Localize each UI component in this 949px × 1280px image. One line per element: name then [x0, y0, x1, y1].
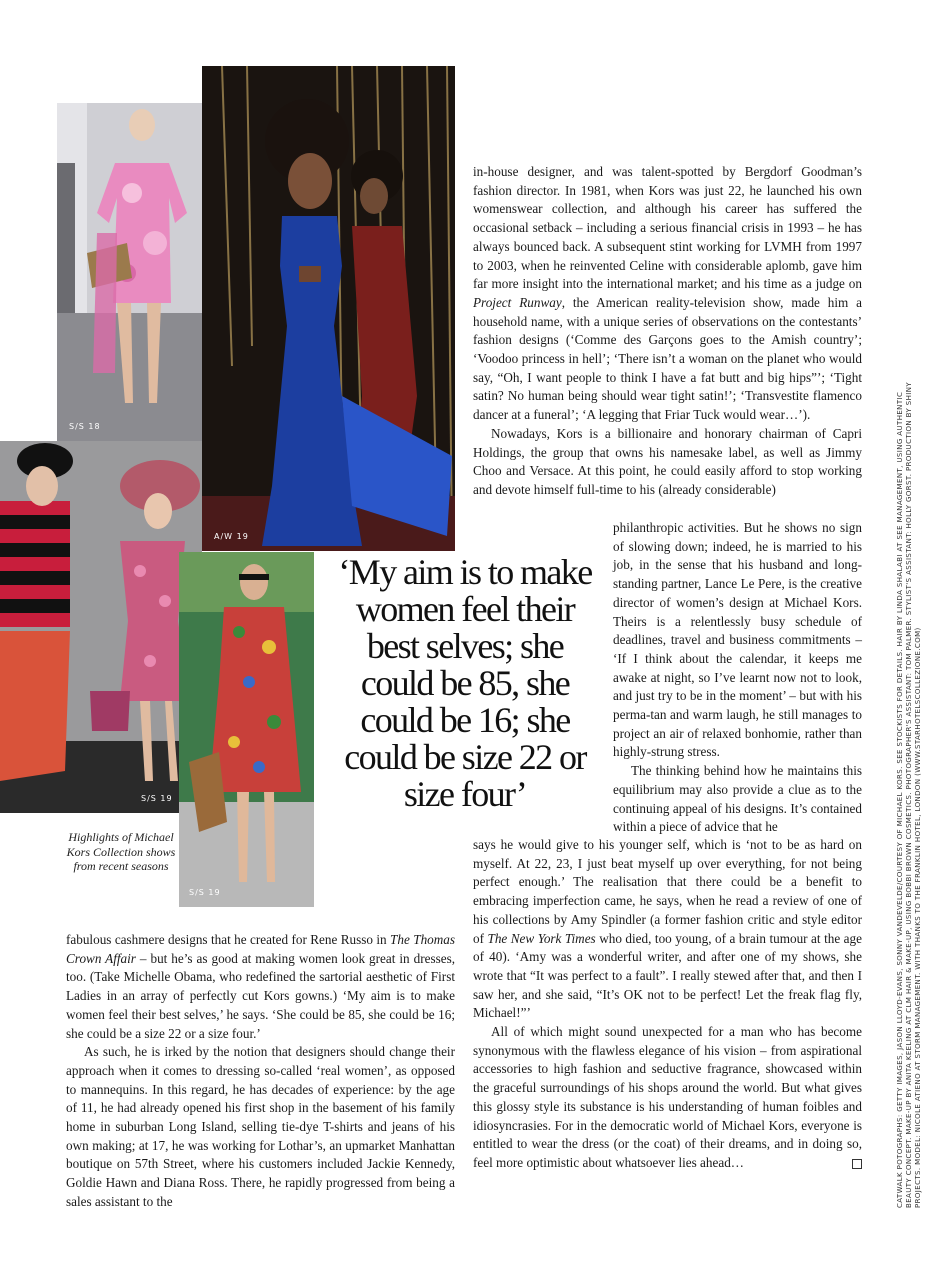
article-column-middle-right — [613, 519, 862, 837]
paragraph — [473, 163, 862, 425]
photo-credits: CATWALK POTOGRAPHS: GETTY IMAGES, JASON LLOYD-EVANS, SONNY VANDEVELDE/COURTESY OF MICHAEL KORS. SEE STOCKISTS FOR DETAILS. HAIR BY LINDA SHALABI AT SEE MANAGEMENT, USING AUTHENTIC BEAUTY CONCEPT. MAKE-UP BY ANITA KEELING AT CLM HAIR & MAKE-UP, USING BOBBI BROWN COSMETICS. PHOTOGRAPHER'S ASSISTANT: TOM PALMER. STYLIST'S ASSISTANT: HOLLY GORST. PRODUCTION BY SHINY PROJECTS. MODEL: NICOLE ATIENO AT STORM MANAGEMENT. WITH THANKS TO THE FRANKLIN HOTEL, LONDON (WWW.STARHOTELSCOLLEZIONE.COM) — [896, 381, 922, 1208]
paragraph: As such, he is irked by the notion that designers should change their approach when it comes to dressing so-called ‘real women’, as opposed to mannequins. In this regard, he has decades of experience: by the age of 11, he had already opened his first shop in the basement of his family home in suburban Long Island, selling tie-dye T-shirts and jeans of his own making; at 17, he was working for Lothar’s, an upmarket Manhattan boutique on 57th Street, where his customers included Jackie Kennedy, Goldie Hawn and Diana Ross. There, he rapidly progressed from being a sales assistant to the — [66, 1044, 455, 1209]
season-label: A/W 19 — [214, 532, 249, 541]
runway-photo-ss19-a — [0, 441, 202, 813]
season-label: S/S 19 — [141, 794, 173, 803]
season-label: S/S 19 — [189, 888, 221, 897]
runway-photo-ss18 — [57, 103, 202, 441]
campaign-photo-aw19 — [202, 66, 455, 551]
paragraph — [473, 836, 862, 1023]
photo-image — [0, 441, 202, 813]
paragraph: Nowadays, Kors is a billionaire and honorary chairman of Capri Holdings, the group that owns his namesake label, as well as Jimmy Choo and Versace. At this point, he could easily afford to stop working and devote himself full-time to his (already considerable) — [473, 425, 862, 497]
text-run: in-house designer, and was talent-spotted by Bergdorf Goodman’s fashion director. In 1981, when Kors was just 22, he launched his own womenswear collection, and although his career has suffered the occasional setback – including a serious financial crisis in 1993 – he has always bounced back. A subsequent stint working for LVMH from 1997 to 2003, when he reinvented Celine with considerable aplomb, gave him far more insight into the international market; and his time as a judge on — [473, 164, 862, 292]
text-run: , the American reality-television show, made him a household name, with a unique series of observations on the contestants’ fashion designs (‘Comme des Garçons goes to the Amish country’; ‘Voodoo princess in hell’; ‘There isn’t a woman on the planet who would say, “Oh, I want people to think I have a fat butt and big hips”’; ‘Tight satin? No human being should wear tight satin!’; ‘Transvestite flamenco dancer at a funeral’; ‘A legging that Friar Tuck would wear…’). — [473, 294, 863, 423]
paragraph: philanthropic activities. But he shows no sign of slowing down; indeed, he is married to his job, in the sense that his husband and long-standing partner, Lance Le Pere, is the creative director of women’s design at Michael Kors. Theirs is a relentlessly busy schedule of deadlines, travel and business commitments – ‘If I think about the calendar, it keeps me awake at night, so I’ve learnt now not to look, and just try to be in the moment’ – but with his perma-tan and warm laugh, he still manages to project an air of relaxed bonhomie, rather than highly-strung stress. — [613, 520, 862, 760]
italic-title: The Thomas Crown Affair — [66, 932, 455, 966]
end-mark — [852, 1159, 862, 1169]
article-column-lower-right — [473, 836, 862, 1173]
paragraph — [473, 1023, 862, 1173]
photo-image — [57, 103, 202, 441]
text-run: All of which might sound unexpected for a man who has become synonymous with the flawless elegance of his vision – from aspirational accessories to high fashion and seductive fragrance, showcased within the graceful surroundings of his shops around the world. But what gives this glossy style its substance is his understanding of human foibles and idiosyncrasies. For in the democratic world of Michael Kors, everyone is entitled to wear the dress (or the coat) of their dreams, and in doing so, feel more optimistic about whatsoever lies ahead… — [473, 1024, 862, 1170]
paragraph — [66, 931, 455, 1043]
photo-image — [179, 552, 314, 907]
text-run: who died, too young, of a brain tumour at the age of 40). ‘Amy was a wonderful writer, and after one of my shows, she wrote that “It was perfect to a fault”. I really stewed after that, and then I saw her, and she said, “It’s OK not to be perfect! Let the freak flag fly, Michael!”’ — [473, 930, 862, 1021]
italic-title: The New York Times — [487, 930, 596, 946]
article-column-left — [66, 931, 455, 1212]
italic-title: Project Runway — [473, 294, 562, 310]
photo-image — [202, 66, 455, 551]
text-run: fabulous cashmere designs that he created for Rene Russo in — [66, 932, 391, 947]
photo-caption: Highlights of Michael Kors Collection shows from recent seasons — [66, 830, 176, 873]
runway-photo-ss19-b — [179, 552, 314, 907]
article-column-upper-right — [473, 163, 862, 500]
season-label: S/S 18 — [69, 422, 101, 431]
text-run: – but he’s as good at making women look great in dresses, too. (Take Michelle Obama, who redefined the sartorial aesthetic of First Ladies in an array of perfectly cut Kors gowns.) ‘My aim is to make women feel their best selves,’ he says. ‘She could be 85, she could be 16; she could be a size 22 or a size four.’ — [66, 950, 455, 1041]
paragraph: The thinking behind how he maintains this equilibrium may also provide a clue as to the continuing appeal of his designs. It’s contained within a piece of advice that he — [613, 763, 862, 835]
pull-quote: ‘My aim is to make women feel their best selves; she could be 85, she could be 16; she could be size 22 or size four’ — [338, 552, 592, 814]
text-run: says he would give to his younger self, which is ‘not to be as hard on myself. At 22, 23, I just beat myself up over everything, for not being perfect enough.’ The realisation that there could be a benefit to embracing imperfection came, he says, when he read a review of one of his collections by Amy Spindler (a former fashion critic and style editor of — [473, 837, 862, 946]
